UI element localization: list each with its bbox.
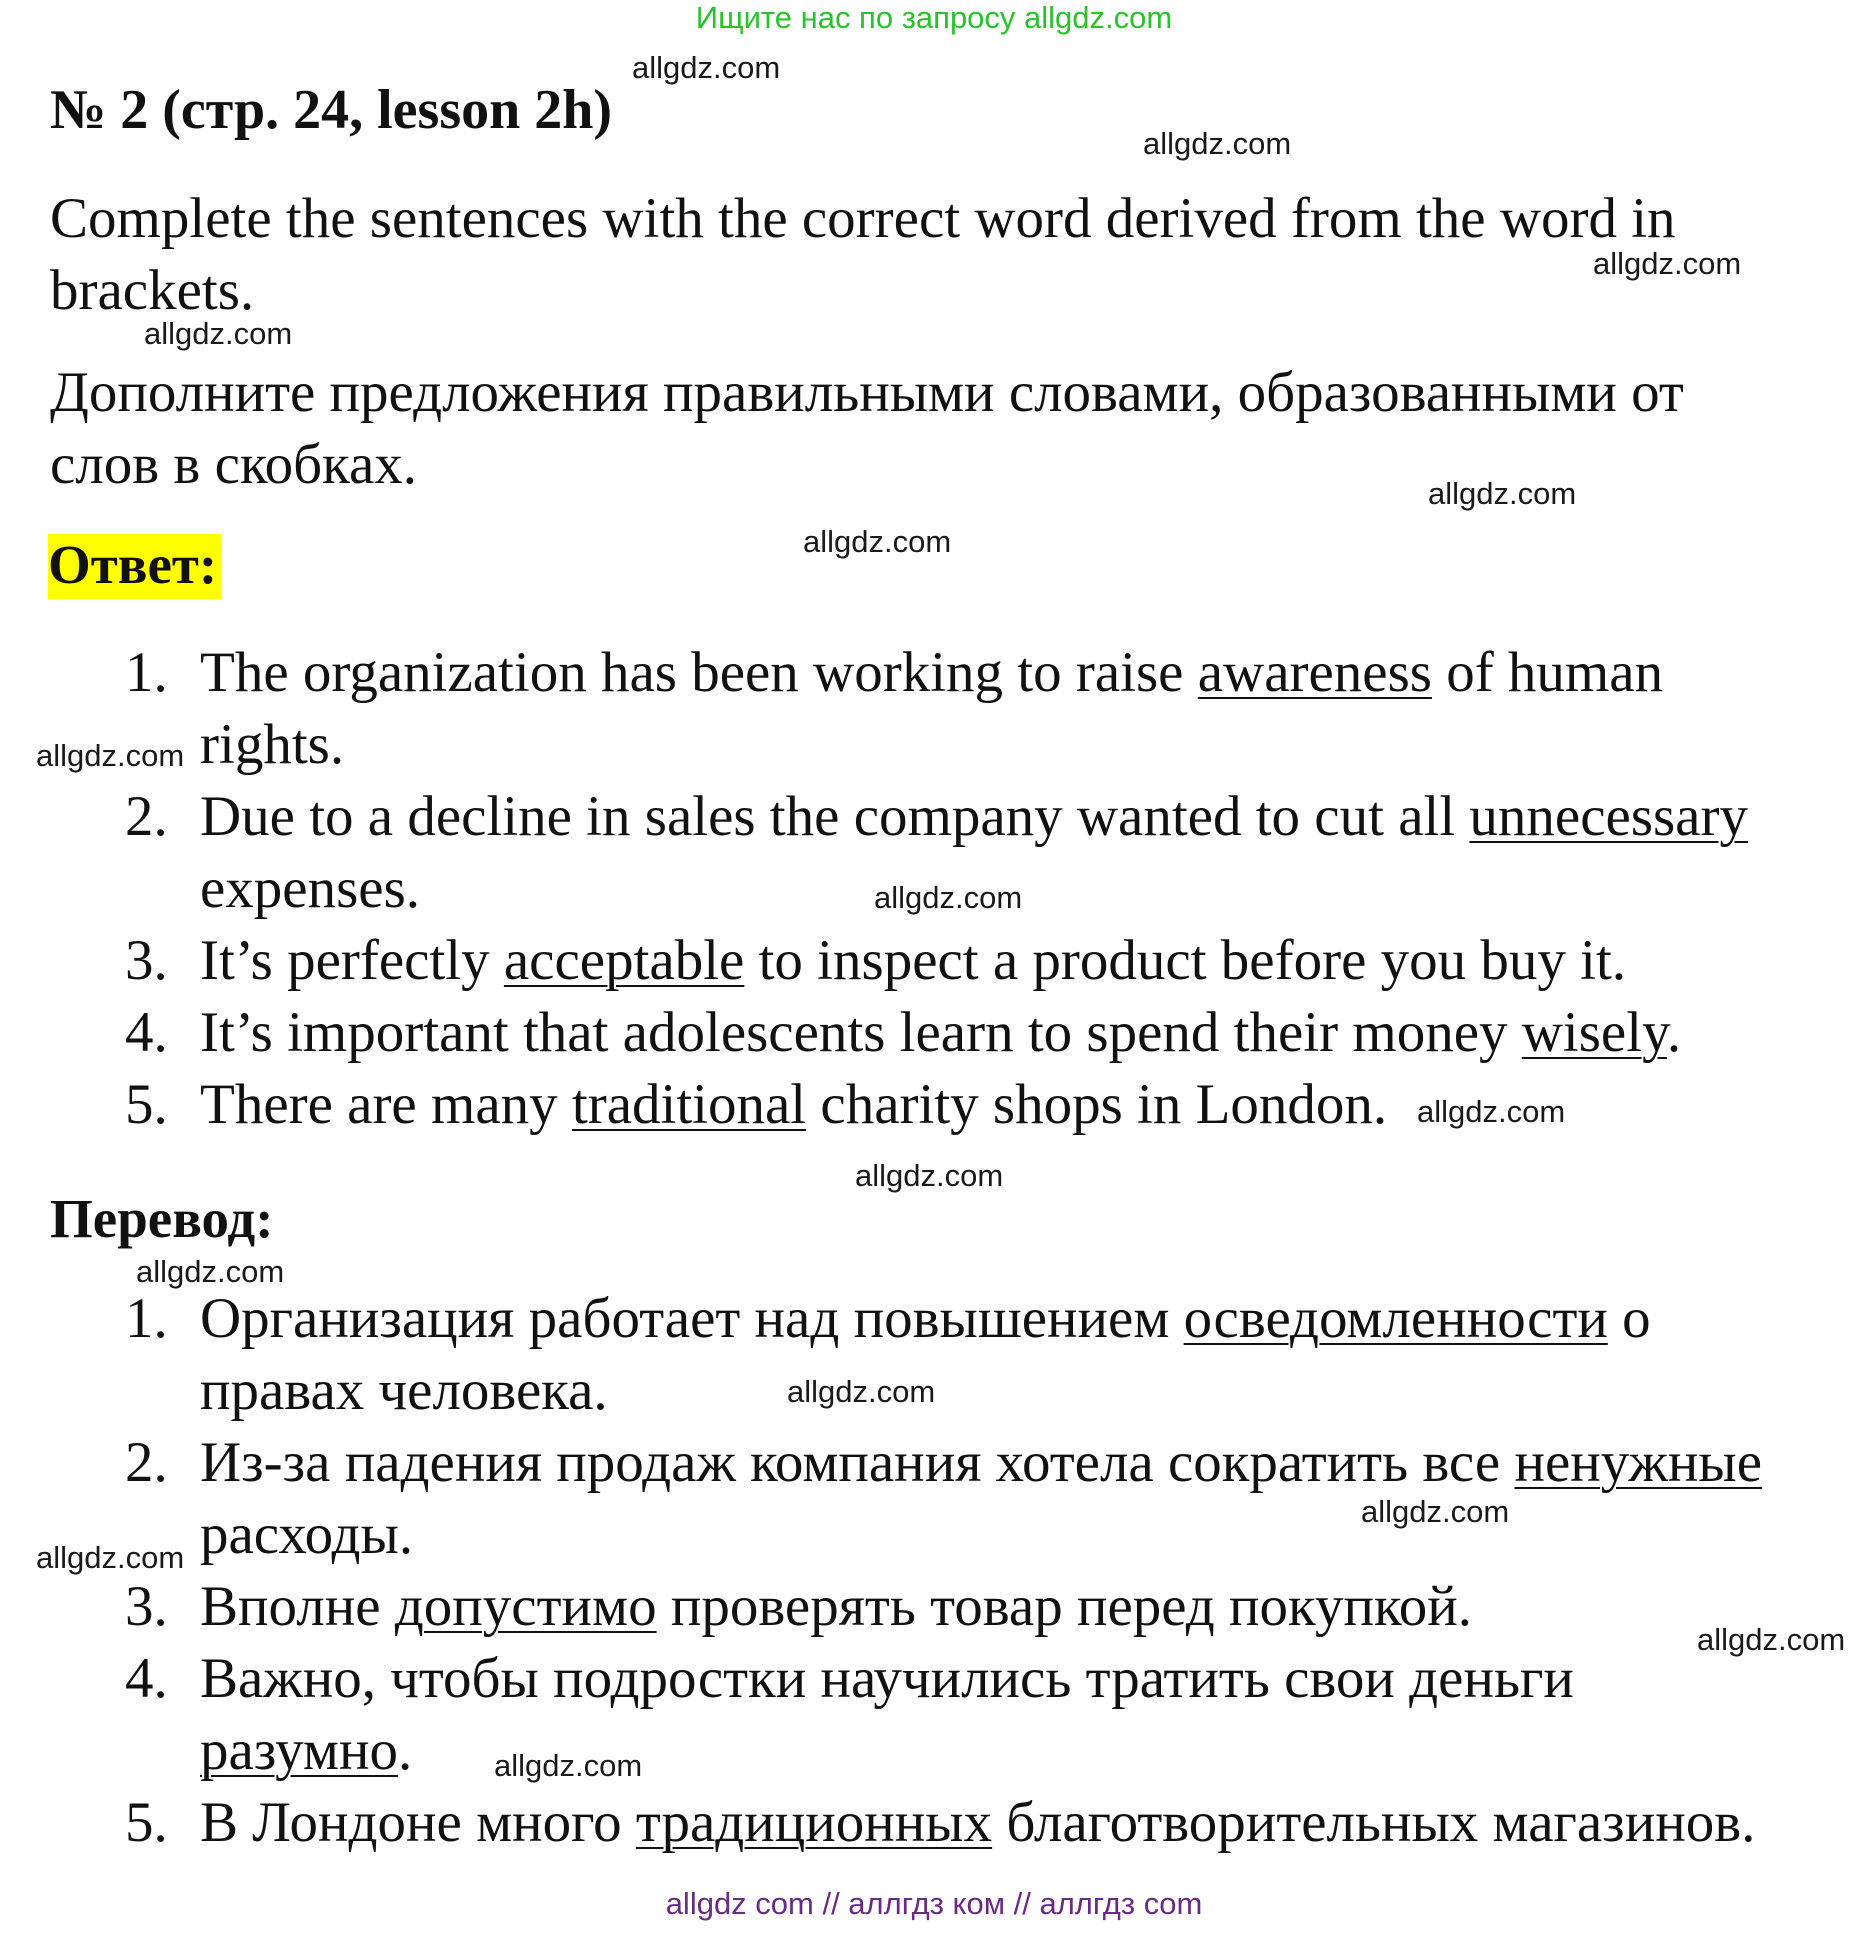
answer-5-word: traditional — [571, 1073, 807, 1136]
translation-2-text: Из-за падения продаж компания хотела сократить все — [200, 1431, 1515, 1494]
translation-3-tail: проверять товар перед покупкой. — [656, 1575, 1473, 1638]
answer-number: 2. — [125, 785, 168, 848]
answer-heading — [48, 533, 221, 596]
answer-3-tail: to inspect a product before you buy it. — [744, 929, 1627, 992]
translation-1-word: осведомленности — [1183, 1287, 1608, 1350]
answer-5-tail: charity shops in London. — [806, 1073, 1388, 1136]
translation-2-cont: расходы. — [200, 1503, 414, 1566]
answer-3-text: It’s perfectly — [200, 929, 504, 992]
answer-2-text: Due to a decline in sales the company wanted to cut all — [200, 785, 1470, 848]
footer-banner[interactable]: allgdz com // аллгдз ком // аллгдз com — [665, 1886, 1203, 1921]
answer-1-cont: rights. — [200, 713, 345, 776]
instruction-en — [50, 183, 1750, 327]
watermark: allgdz.com — [1361, 1494, 1510, 1529]
translation-3-text: Вполне — [200, 1575, 395, 1638]
translation-5-word: традиционных — [635, 1791, 993, 1854]
watermark: allgdz.com — [136, 1254, 285, 1289]
answer-1-text: The organization has been working to raise — [200, 641, 1198, 704]
answer-2 — [200, 784, 1748, 849]
answer-1-word: awareness — [1197, 641, 1432, 704]
translation-heading: Перевод: — [50, 1188, 274, 1249]
answer-5-text: There are many — [200, 1073, 572, 1136]
watermark: allgdz.com — [1593, 246, 1742, 281]
translation-5 — [200, 1790, 1755, 1855]
instruction-ru-line1: Дополните предложения правильными словами, образованными от — [50, 361, 1684, 424]
translation-5-tail: благотворительных магазинов. — [992, 1791, 1756, 1854]
answer-number: 3. — [125, 929, 168, 992]
answer-3 — [200, 928, 1626, 993]
watermark: allgdz.com — [632, 50, 781, 85]
answer-4-tail: . — [1666, 1001, 1682, 1064]
translation-3 — [200, 1574, 1472, 1639]
translation-4-word: разумно — [200, 1719, 398, 1782]
answer-4-text: It’s important that adolescents learn to spend their money — [200, 1001, 1522, 1064]
watermark: allgdz.com — [1143, 126, 1292, 161]
answer-5 — [200, 1072, 1387, 1137]
exercise-title: № 2 (стр. 24, lesson 2h) — [50, 79, 613, 141]
top-banner[interactable]: Ищите нас по запросу allgdz.com — [695, 0, 1173, 35]
watermark: allgdz.com — [1428, 476, 1577, 511]
translation-4-tail: . — [397, 1719, 413, 1782]
translation-1 — [200, 1286, 1651, 1351]
translation-number: 1. — [125, 1287, 168, 1350]
answer-number: 4. — [125, 1001, 168, 1064]
answer-2-cont: expenses. — [200, 857, 421, 920]
translation-2 — [200, 1430, 1762, 1495]
watermark: allgdz.com — [1697, 1622, 1846, 1657]
watermark: allgdz.com — [787, 1374, 936, 1409]
translation-4-cont — [200, 1718, 412, 1783]
translation-1-text: Организация работает над повышением — [200, 1287, 1184, 1350]
translation-number: 3. — [125, 1575, 168, 1638]
answer-4 — [200, 1000, 1681, 1065]
translation-3-word: допустимо — [394, 1575, 657, 1638]
watermark: allgdz.com — [144, 316, 293, 351]
translation-1-cont: правах человека. — [200, 1359, 608, 1422]
answer-1 — [200, 640, 1663, 705]
answer-3-word: acceptable — [503, 929, 745, 992]
answer-heading-text: Ответ: — [48, 534, 221, 599]
translation-4: Важно, чтобы подростки научились тратить свои деньги — [200, 1647, 1574, 1710]
watermark: allgdz.com — [36, 738, 185, 773]
translation-2-word: ненужные — [1514, 1431, 1762, 1494]
answer-number: 5. — [125, 1073, 168, 1136]
watermark: allgdz.com — [494, 1748, 643, 1783]
translation-number: 2. — [125, 1431, 168, 1494]
answer-1-tail: of human — [1431, 641, 1664, 704]
answer-2-word: unnecessary — [1469, 785, 1748, 848]
translation-5-text: В Лондоне много — [200, 1791, 636, 1854]
answer-number: 1. — [125, 641, 168, 704]
watermark: allgdz.com — [855, 1158, 1004, 1193]
instruction-en-line2: brackets. — [50, 259, 255, 322]
instruction-en-line1: Complete the sentences with the correct word derived from the word in — [50, 187, 1676, 250]
instruction-ru-line2: слов в скобках. — [50, 433, 418, 496]
translation-number: 4. — [125, 1647, 168, 1710]
watermark: allgdz.com — [36, 1540, 185, 1575]
watermark: allgdz.com — [874, 880, 1023, 915]
translation-number: 5. — [125, 1791, 168, 1854]
watermark: allgdz.com — [803, 524, 952, 559]
watermark: allgdz.com — [1417, 1094, 1566, 1129]
answer-4-word: wisely — [1521, 1001, 1667, 1064]
translation-1-tail: о — [1607, 1287, 1651, 1350]
